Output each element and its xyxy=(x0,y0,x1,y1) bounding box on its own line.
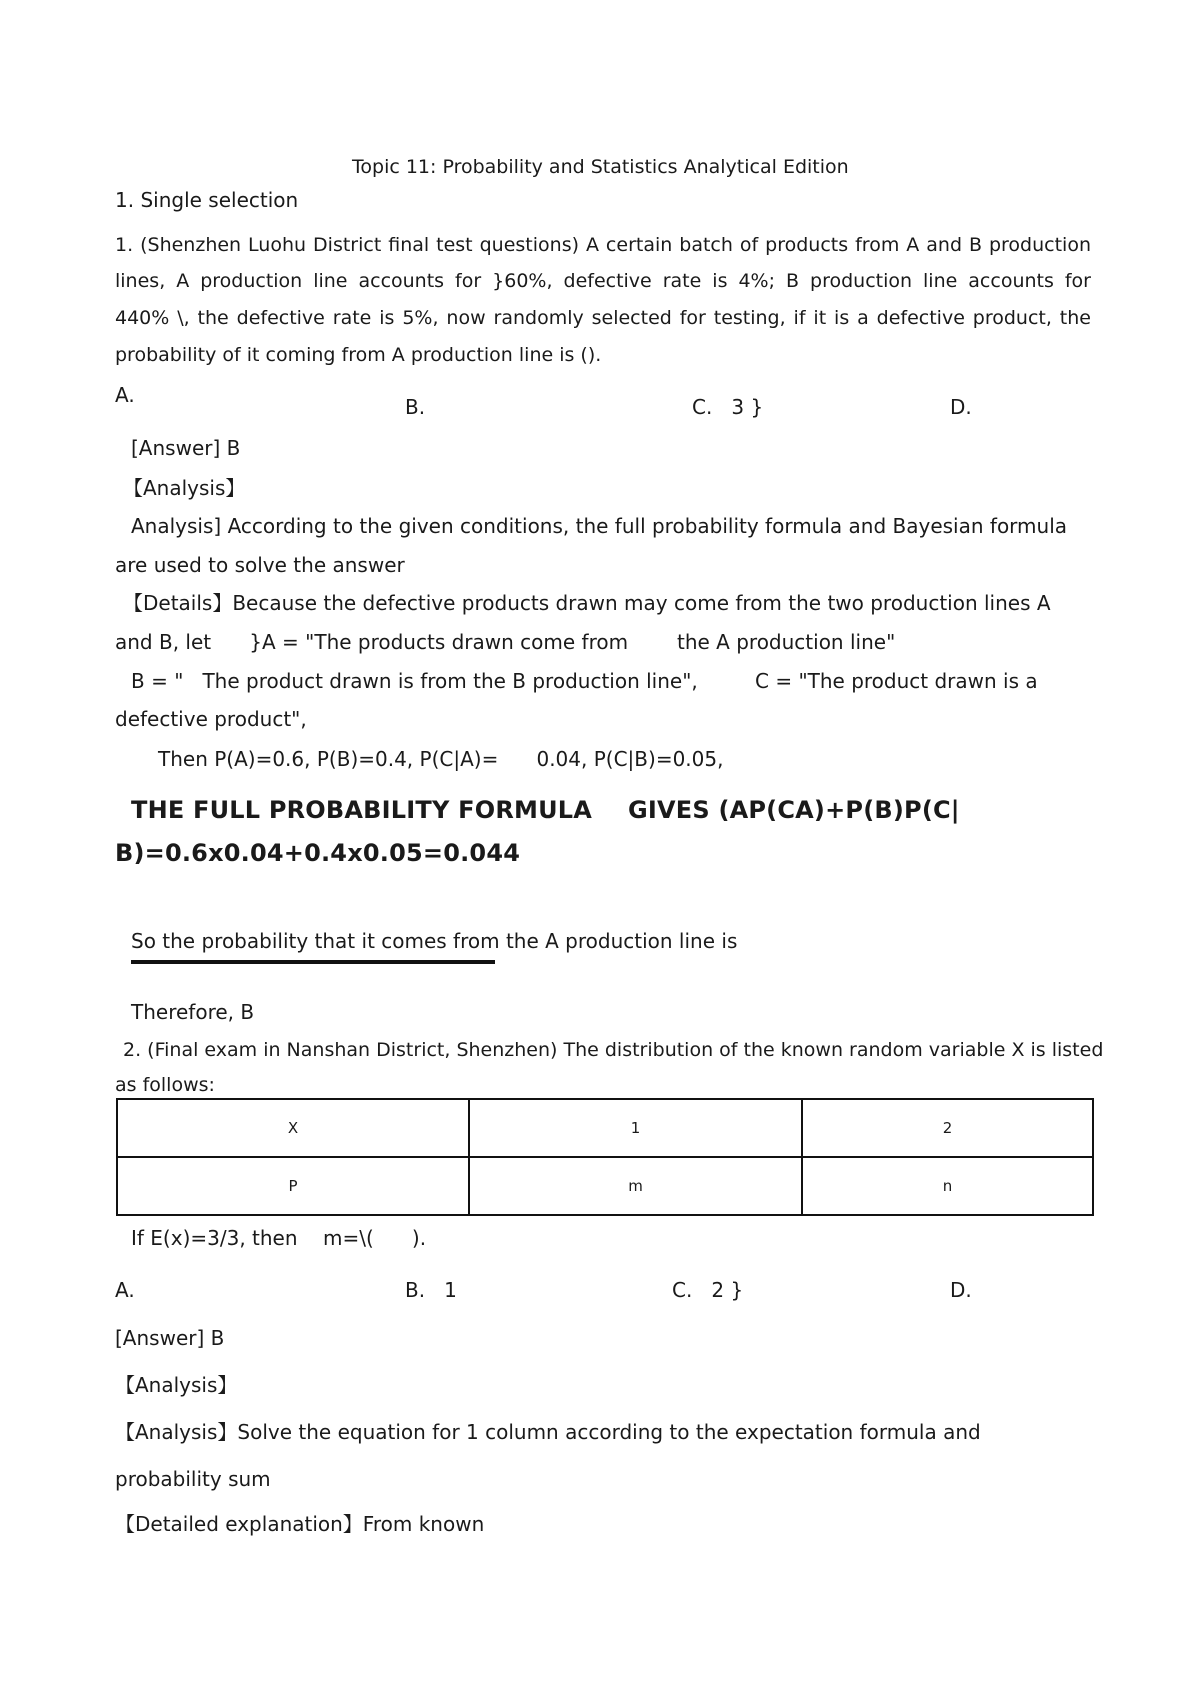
q1-details-line2a: and B, let }A = "The products drawn come from xyxy=(115,630,629,654)
q1-option-d: D. xyxy=(950,395,972,419)
q2-text-line1: 2. (Final exam in Nanshan District, Shenzhen) The distribution of the known random variable X is listed xyxy=(123,1039,1104,1061)
table-cell: 1 xyxy=(469,1099,802,1157)
q1-option-c: C. 3 } xyxy=(692,395,764,419)
q2-option-b: B. 1 xyxy=(405,1278,457,1302)
q2-analysis-line1: 【Analysis】Solve the equation for 1 column according to the expectation formula and xyxy=(115,1420,981,1444)
q2-answer: [Answer] B xyxy=(115,1326,225,1350)
q1-text-line4: probability of it coming from A production line is (). xyxy=(115,344,602,366)
q2-option-c: C. 2 } xyxy=(672,1278,744,1302)
q1-details-line3b: C = "The product drawn is a xyxy=(755,669,1038,693)
q1-text-line3: 440% \, the defective rate is 5%, now randomly selected for testing, if it is a defective product, the xyxy=(115,307,1091,329)
q2-analysis-line2: probability sum xyxy=(115,1467,271,1491)
q1-details-line1: 【Details】Because the defective products drawn may come from the two production lines A xyxy=(123,591,1051,615)
q2-option-d: D. xyxy=(950,1278,972,1302)
q1-details-line4: defective product", xyxy=(115,707,307,731)
q1-analysis-heading: 【Analysis】 xyxy=(123,476,246,500)
q1-therefore: Therefore, B xyxy=(131,1000,255,1024)
q1-formula-line1b: GIVES (AP(CA)+P(B)P(C| xyxy=(628,796,960,824)
table-cell: n xyxy=(802,1157,1093,1215)
q2-condition: If E(x)=3/3, then m=\( ). xyxy=(131,1226,427,1250)
table-cell: 2 xyxy=(802,1099,1093,1157)
q1-text-line1: 1. (Shenzhen Luohu District final test questions) A certain batch of products from A and B production xyxy=(115,234,1091,256)
table-cell: X xyxy=(117,1099,469,1157)
q1-analysis-line2: are used to solve the answer xyxy=(115,553,405,577)
q1-conclusion: So the probability that it comes from the A production line is xyxy=(131,929,738,953)
q1-formula-line1a: THE FULL PROBABILITY FORMULA xyxy=(131,796,593,824)
q2-option-a: A. xyxy=(115,1278,135,1302)
q2-text-line2: as follows: xyxy=(115,1074,215,1096)
q1-analysis-line1: Analysis] According to the given conditions, the full probability formula and Bayesian formula xyxy=(131,514,1068,538)
q1-details-line2b: the A production line" xyxy=(677,630,896,654)
section-heading: 1. Single selection xyxy=(115,188,299,212)
q1-option-a: A. xyxy=(115,383,135,407)
table-row xyxy=(117,1157,1093,1215)
page-title: Topic 11: Probability and Statistics Analytical Edition xyxy=(352,156,849,178)
q1-details-line3a: B = " The product drawn is from the B production line", xyxy=(131,669,698,693)
q1-then-line: Then P(A)=0.6, P(B)=0.4, P(C|A)= 0.04, P(C|B)=0.05, xyxy=(158,747,724,771)
distribution-table xyxy=(116,1098,1094,1216)
table-cell: P xyxy=(117,1157,469,1215)
q1-answer: [Answer] B xyxy=(131,436,241,460)
q1-text-line2: lines, A production line accounts for }60%, defective rate is 4%; B production line accounts for xyxy=(115,270,1091,292)
q2-analysis-heading: 【Analysis】 xyxy=(115,1373,238,1397)
table-cell: m xyxy=(469,1157,802,1215)
q1-formula-line2: B)=0.6x0.04+0.4x0.05=0.044 xyxy=(115,839,521,867)
q1-option-b: B. xyxy=(405,395,426,419)
table-row xyxy=(117,1099,1093,1157)
answer-blank-rule xyxy=(131,960,495,964)
q2-detailed-explanation: 【Detailed explanation】From known xyxy=(115,1512,485,1536)
